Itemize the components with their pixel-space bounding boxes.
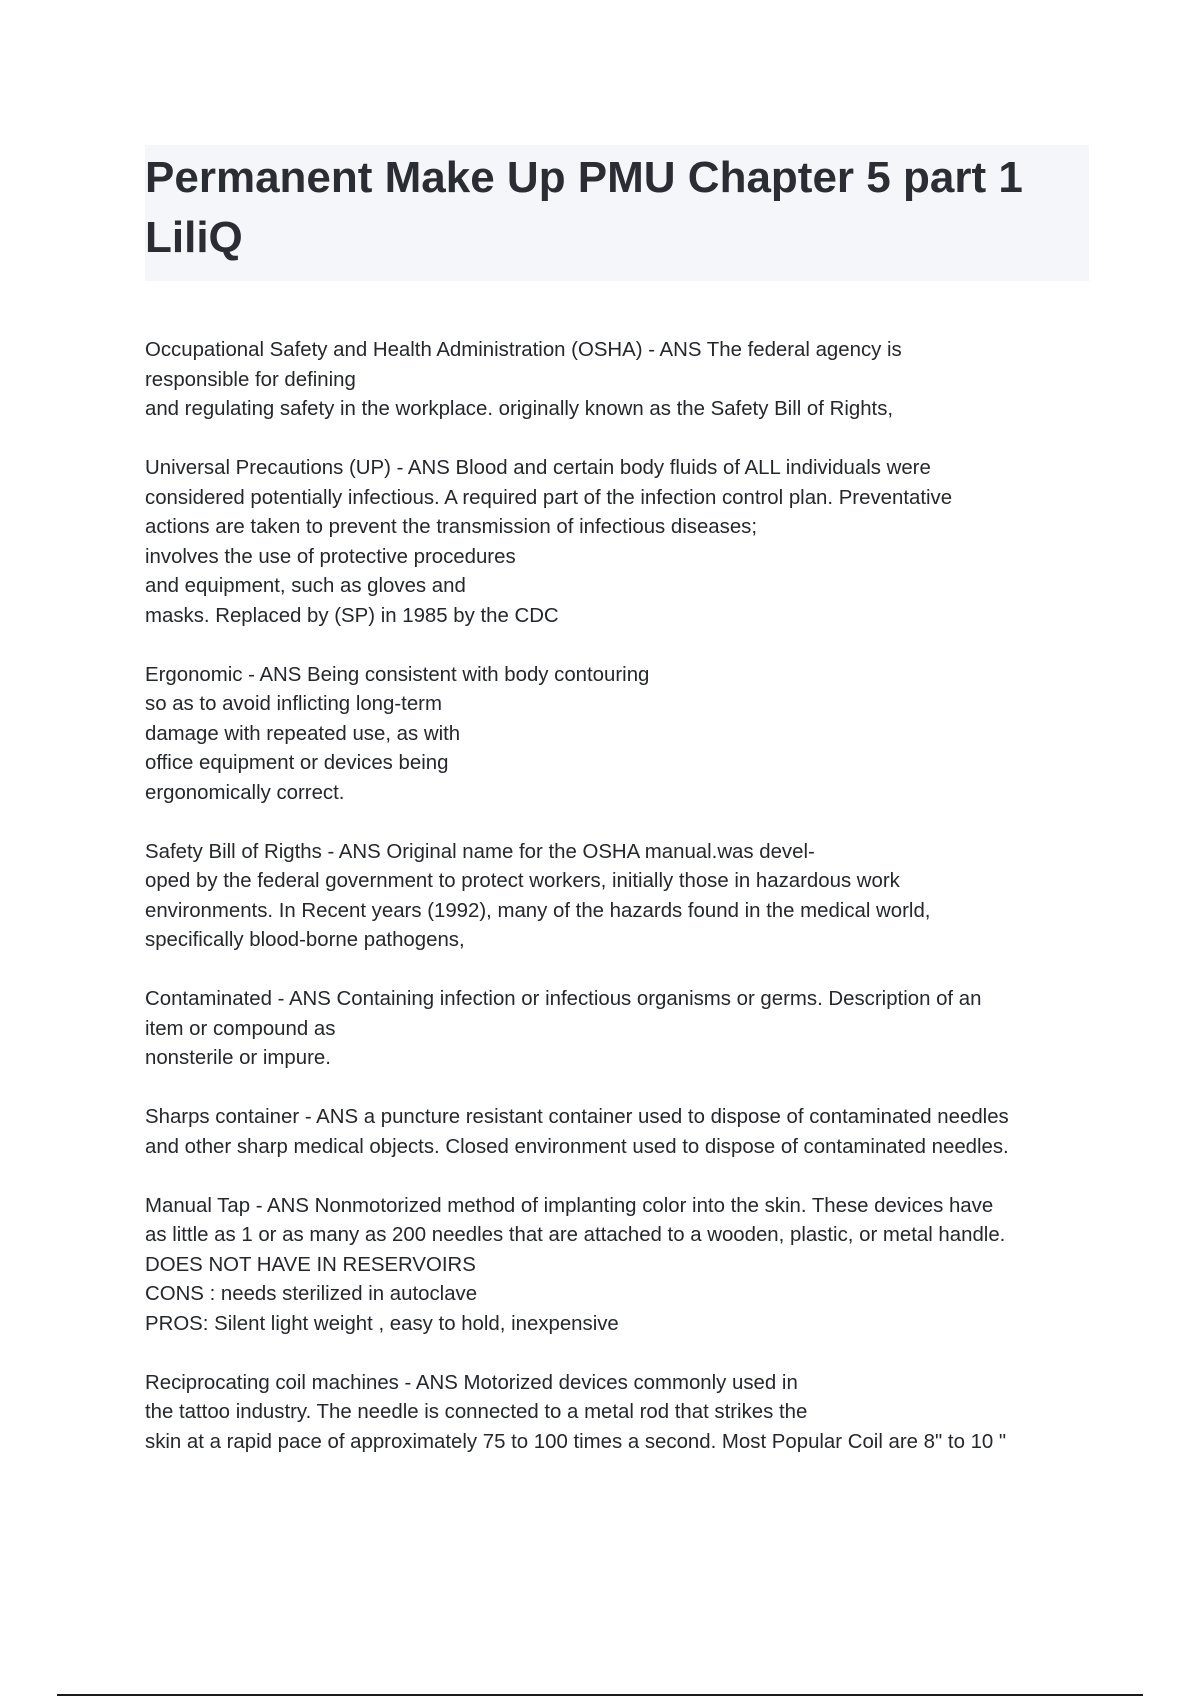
- entry-line: Occupational Safety and Health Administration (OSHA) - ANS The federal agency is: [145, 339, 902, 361]
- entry-line: as little as 1 or as many as 200 needles that are attached to a wooden, plastic, or metal handle.: [145, 1224, 1006, 1246]
- footer-divider: [57, 1694, 1143, 1696]
- entry-reciprocating-coil-machines: [145, 1369, 1095, 1458]
- entry-line: oped by the federal government to protect workers, initially those in hazardous work: [145, 870, 900, 892]
- entry-ergonomic: [145, 661, 1095, 809]
- entry-osha: [145, 336, 1095, 425]
- entry-line: office equipment or devices being: [145, 752, 449, 774]
- entry-line: involves the use of protective procedures: [145, 545, 516, 568]
- entry-line: Contaminated - ANS Containing infection or infectious organisms or germs. Description of an: [145, 988, 982, 1010]
- entry-line: Sharps container - ANS a puncture resistant container used to dispose of contaminated needles: [145, 1106, 1009, 1128]
- entry-line: responsible for defining: [145, 368, 356, 391]
- entry-line: specifically blood-borne pathogens,: [145, 929, 465, 951]
- entry-line: Manual Tap - ANS Nonmotorized method of implanting color into the skin. These devices have: [145, 1194, 994, 1217]
- entry-line: Ergonomic - ANS Being consistent with body contouring: [145, 663, 650, 686]
- entry-line: masks. Replaced by (SP) in 1985 by the CDC: [145, 604, 559, 627]
- entry-contaminated: [145, 985, 1095, 1074]
- page-title-line-2: LiliQ: [145, 213, 243, 262]
- entry-line: Reciprocating coil machines - ANS Motorized devices commonly used in: [145, 1371, 798, 1394]
- entry-line: item or compound as: [145, 1017, 336, 1040]
- entry-line: skin at a rapid pace of approximately 75 to 100 times a second. Most Popular Coil are 8" to 10 ": [145, 1430, 1007, 1453]
- entry-line: actions are taken to prevent the transmission of infectious diseases;: [145, 516, 758, 538]
- entry-line: Safety Bill of Rigths - ANS Original name for the OSHA manual.was devel-: [145, 840, 815, 863]
- entry-line: so as to avoid inflicting long-term: [145, 693, 442, 715]
- entry-line: considered potentially infectious. A required part of the infection control plan. Preventative: [145, 486, 953, 509]
- page-title: [145, 148, 1089, 268]
- entry-universal-precautions: [145, 454, 1095, 631]
- page-title-line-1: Permanent Make Up PMU Chapter 5 part 1: [145, 153, 1023, 202]
- entry-line: PROS: Silent light weight , easy to hold, inexpensive: [145, 1312, 619, 1335]
- title-banner: [145, 145, 1089, 281]
- entry-line: nonsterile or impure.: [145, 1047, 331, 1069]
- entry-line: the tattoo industry. The needle is connected to a metal rod that strikes the: [145, 1401, 808, 1423]
- entry-line: ergonomically correct.: [145, 781, 345, 804]
- entry-line: damage with repeated use, as with: [145, 722, 461, 745]
- flashcard-list: [145, 336, 1095, 1487]
- entry-line: environments. In Recent years (1992), many of the hazards found in the medical world,: [145, 899, 931, 922]
- entry-line: and other sharp medical objects. Closed environment used to dispose of contaminated needles.: [145, 1135, 1009, 1158]
- entry-line: Universal Precautions (UP) - ANS Blood and certain body fluids of ALL individuals were: [145, 457, 931, 479]
- entry-line: and regulating safety in the workplace. originally known as the Safety Bill of Rights,: [145, 398, 894, 420]
- entry-safety-bill-of-rights: [145, 838, 1095, 956]
- entry-sharps-container: [145, 1103, 1095, 1162]
- entry-line: DOES NOT HAVE IN RESERVOIRS: [145, 1253, 476, 1276]
- entry-line: CONS : needs sterilized in autoclave: [145, 1283, 478, 1305]
- entry-manual-tap: [145, 1192, 1095, 1340]
- entry-line: and equipment, such as gloves and: [145, 575, 466, 597]
